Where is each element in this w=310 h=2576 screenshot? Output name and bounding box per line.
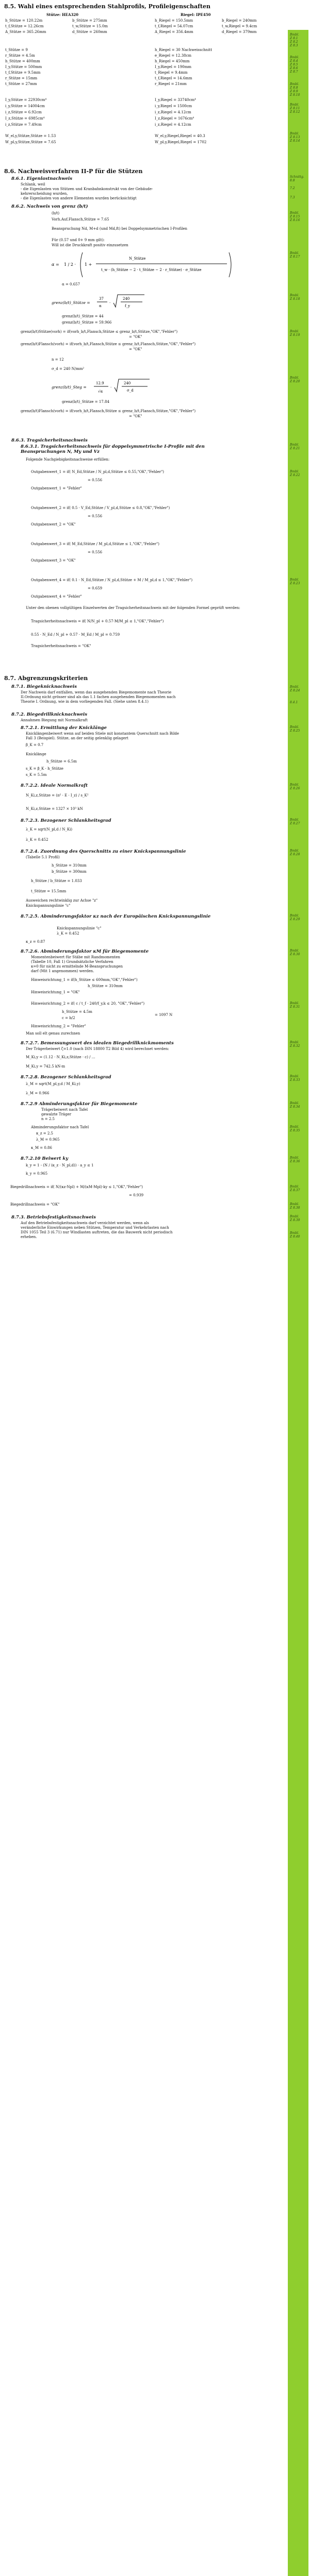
margin-ref: Bmbl. Z 8.38: [290, 1202, 300, 1210]
outgabenwert-1-value: = 0.556: [88, 478, 103, 482]
subsection-8-7-2-2: 8.7.2.2. Ideale Normalkraft: [21, 783, 88, 788]
riegel-prop-line: h_Riegel = 450mm: [155, 59, 190, 63]
stuetze-inertia: [5, 97, 46, 128]
outgabenwert-4-formula: Outgabenwert_4 = if( 0.1 · N_Ed,Stütze / N_pl,d,Stütze + M / M_pl,d ≤ 1,"OK","Fehler"): [31, 578, 193, 582]
text-line: DIN 1055 Teil 3 (6.71) nur Windlasten auftreten, die das Bauwerk nicht periodisch: [21, 1230, 173, 1234]
margin-ref: Bmbl. Z 8.35: [290, 1125, 300, 1132]
text-line: Auf den Betriebsfestigkeitsnachweis darf verzichtet werden, wenn als: [21, 1221, 149, 1225]
subsection-8-7-2-9: 8.7.2.9 Abminderungsfaktor für Biegemomente: [21, 1101, 138, 1107]
svg-text:α =: α =: [52, 262, 59, 267]
margin-ref: Bmbl. Z 8.25: [290, 725, 300, 733]
outgabenwert-3-result: Outgabenwert_3 = "OK": [31, 558, 76, 563]
margin-ref: Bmbl. Z 8.17: [290, 251, 300, 259]
stuetze-inertia-line: i_z,Stütze = 7.49cm: [5, 123, 42, 127]
sigma-value: σ_d = 240 N/mm²: [52, 367, 85, 371]
biegedrillnachweis-result: Biegedrillnachweis = "OK": [10, 1202, 60, 1207]
km-kz: κ_z = 2.5: [36, 1131, 54, 1136]
subsection-8-7-2-8: 8.7.2.8. Bezogener Schlankheitsgrad: [21, 1075, 111, 1080]
margin-ref: Bmbl. Z 8.27: [290, 818, 300, 825]
alpha-value: α = 0.657: [62, 282, 80, 286]
stuetze-inertia-line: i_y,Stütze = 14004cm: [5, 104, 45, 108]
eigenlast-text: [21, 182, 153, 201]
traegerbeiwert-text: Der Trägerbeiwert ζ=1.0 (nach DIN 18800 T2 Bild 4) wird berechnet werden:: [26, 1047, 169, 1051]
knicklaenge-text: [26, 732, 179, 741]
grenz-check-3-result: = "OK": [129, 414, 142, 418]
subsection-8-7-2: 8.7.2. Biegedrillknicknachweis: [11, 712, 88, 717]
stuetze-prop-line: I_y,Stütze = 500mm: [5, 65, 42, 69]
text-line: II.Ordnung nicht grösser sind als das 1.1 fachen ausgehenden Biegemomenten nach: [21, 695, 176, 699]
margin-ref: Bmbl. Z 8.11 Z 8.12: [290, 103, 300, 114]
knicklaenge-h: h_Stütze = 6.5m: [46, 759, 77, 764]
outgabenwert-1-result: Outgabenwert_1 = "Fehler": [31, 486, 82, 490]
grenz-check-2-result: = "OK": [129, 347, 142, 351]
text-line: Fall 3 (Beispiel). Stütze, an der seitig gelenklig gelagert: [26, 736, 128, 740]
stuetze-prop-line: r_Stütze = 4.5m: [5, 54, 35, 58]
riegel-prop-line: h_Riegel = 30 Nachweisschnitt: [155, 48, 213, 52]
text-line: Momentenbeiwert für Stäbe mit Randmomenten: [31, 955, 120, 959]
subsection-8-7-2-3: 8.7.2.3. Bezogener Schlankheitsgrad: [21, 818, 111, 823]
section-8-5-title: 8.5. Wahl eines entsprechenden Stahlprofils, Profileigenschaften: [4, 3, 210, 10]
outgabenwert-3-formula: Outgabenwert_3 = if( M_Ed,Stütze / M_pl,d,Stütze ≤ 1,"OK","Fehler"): [31, 542, 159, 546]
knicklaenge-sk-value: s_K = 5.5m: [26, 773, 47, 777]
text-line: gewalzte Träger: [41, 1112, 72, 1116]
riegel-prop-line: t_Riegel = 9.4mm: [155, 71, 188, 75]
subsection-8-7-2-7: 8.7.2.7. Bemessungswert des idealen Biegedrillknickmoments: [21, 1041, 174, 1046]
riegel-inertia-line: i_z,Riegel = 4.12cm: [155, 123, 191, 127]
lambda-k-formula: λ_K = sqrt(N_pl,d / N_Ki): [26, 827, 73, 832]
subsection-8-6-1: 8.6.1. Eigenlastnachweis: [11, 176, 73, 181]
prop-a-stuetze: A_Stütze = 365.26mm: [5, 30, 46, 34]
hinweisrichtung-2-result: Hinweisrichtung_2 = "Fehler": [31, 1024, 86, 1028]
hinweisrichtung-2-h: h_Stütze = 4.5m: [62, 1010, 92, 1014]
subsection-8-6-2: 8.6.2. Nachweis von grenz (b/t): [11, 204, 88, 209]
n-value: n = 12: [52, 358, 64, 362]
text-line: kehrerscheidung wurden,: [21, 192, 68, 196]
text-line: Der Nachweis darf entfallen, wenn das ausgehenden Biegemomente nach Theorie: [21, 690, 172, 694]
margin-ref: Bmbl. Z 8.24: [290, 685, 300, 692]
text-line: n = 2.5: [41, 1117, 55, 1121]
grenz-bt-value-1: grenz(b/t)_Stütze = 44: [62, 314, 104, 318]
text-line: κ=0 für nicht zu ermittelnde M-Beanspruchungen: [31, 964, 123, 969]
biegedrillnachweis-value: = 0.939: [129, 1193, 144, 1197]
outgabenwert-1-formula: Outgabenwert_1 = if( N_Ed,Stütze / N_pl,d,Stütze ≤ 0.55,"OK","Fehler"): [31, 470, 165, 474]
tragsicherheitsnachweis-formula: Tragsicherheitsnachweis = if( N/N_pl + 0.57·M/M_pl ≤ 1,"OK","Fehler"): [31, 619, 164, 623]
lambda-m-value: λ_M = 0.966: [26, 1091, 50, 1095]
column-head-riegel: Riegel: IPE450: [181, 12, 211, 17]
riegel-inertia-line: I_z,Riegel = 1676cm⁴: [155, 116, 194, 121]
grenz-bt-value-3: grenz(b/t)_Stütze = 17.84: [62, 400, 109, 404]
subsection-8-7-2-6: 8.7.2.6. Abminderungsfaktor κM für Biegemomente: [21, 949, 149, 954]
svg-text:grenz(b/t)_Steg =: grenz(b/t)_Steg =: [52, 385, 87, 389]
svg-text:37: 37: [99, 297, 104, 301]
subsection-8-6-3-1: 8.6.3.1. Tragsicherheitsnachweis für doppelsymmetrische I-Profile mit den Beanspruchungen N, My und Vz: [21, 444, 205, 454]
outgabenwert-2-result: Outgabenwert_2 = "OK": [31, 522, 76, 527]
margin-ref: Bmbl. Z 8.20: [290, 376, 300, 383]
svg-text:1 +: 1 +: [85, 262, 92, 267]
kz-value: κ_z = 0.87: [26, 940, 45, 944]
stuetze-props: [5, 47, 42, 87]
margin-ref: Bmbl. Z 8.33: [290, 1075, 300, 1082]
subsection-8-7-2-1: 8.7.2.1. Ermittlung der Knicklänge: [21, 725, 107, 731]
svg-text:1 / 2 ·: 1 / 2 ·: [64, 262, 76, 267]
prop-h-riegel: h_Riegel = 150.5mm: [155, 19, 193, 23]
text-line: darf (Mit 1 angenommen) werden.: [31, 969, 94, 973]
svg-text:t_w · (h_Stütze − 2 · t_Stütze: t_w · (h_Stütze − 2 · t_Stütze − 2 · r_Stütze) · σ_Stütze: [101, 268, 202, 272]
text-line: - die Eigenlasten von andere Elementen wurden berücksichtigt: [21, 196, 137, 200]
riegel-inertia: [155, 97, 196, 128]
prop-b-riegel: b_Riegel = 240mm: [222, 19, 257, 23]
prop-tw-stuetze: t_w,Stütze = 15.0m: [72, 24, 108, 28]
querschnitt-ratio: h_Stütze / b_Stütze = 1.033: [31, 879, 82, 883]
margin-ref: Bmbl. Z 8.22: [290, 470, 300, 477]
subsection-8-7-3: 8.7.3. Betriebsfestigkeitsnachweis: [11, 1215, 96, 1220]
knicklaenge-sk-formula: s_K = β_K · h_Stütze: [26, 767, 63, 771]
outgabenwert-4-value: = 0.659: [88, 586, 103, 590]
stuetze-w-line: W_el,y,Stütze,Stütze = 1.53: [5, 134, 56, 138]
stuetze-prop-line: t_Stütze = 27mm: [5, 82, 37, 86]
stuetze-section-modulus: [5, 133, 56, 145]
lambda-k-value: λ_K = 0.452: [26, 838, 48, 842]
margin-ref: Bmbl. Z 8.36: [290, 1156, 300, 1163]
subsection-8-7-2-10: 8.7.2.10 Beiwert ky: [21, 1156, 69, 1161]
biegeknick-text: [21, 690, 175, 704]
biegedrill-annahme: Annahmen Biegung mit Normalkraft: [21, 718, 88, 722]
margin-ref: Bmbl. Z 8.28: [290, 849, 300, 856]
tragsicherheitsnachweis-result: Tragsicherheitsnachweis = "OK": [31, 644, 91, 648]
kz-linie: Knickspannungslinie "c": [57, 926, 102, 930]
margin-ref: Bmbl. Z 8.37: [290, 1185, 300, 1192]
section-8-6-title: 8.6. Nachweisverfahren II-P für die Stützen: [4, 168, 143, 175]
lambda-m-formula: λ_M = sqrt(M_pl,y,d / M_Ki,y): [26, 1082, 80, 1086]
margin-ref: Bmbl. Z 8.21: [290, 443, 300, 450]
querschnitt-t: t_Stütze = 15.5mm: [31, 889, 67, 893]
grenz-bt-value-2: grenz(b/t)_Stütze = 59.966: [62, 320, 112, 325]
margin-ref: Bmbl. Z 8.26: [290, 783, 300, 790]
nki-formula: N_Ki,z,Stütze = (π² · E · I_z) / s_K²: [26, 793, 89, 798]
hinweisrichtung-1-formula: Hinweisrichtung_1 = if(h_Stütze ≤ 600mm,"OK","Fehler"): [31, 978, 138, 982]
svg-text:√α: √α: [98, 389, 103, 394]
nki-value: N_Ki,z,Stütze = 1327 × 10³ kN: [26, 807, 83, 811]
outgabenwert-2-value: = 0.556: [88, 514, 103, 518]
margin-ref: Bmbl. Z 8.15 Z 8.16: [290, 211, 300, 222]
reference-margin-bar: [288, 30, 308, 2576]
outgabenwert-3-value: = 0.556: [88, 550, 103, 554]
svg-text:α: α: [99, 304, 102, 308]
ky-formula: k_y = 1 - (N / (κ_z · N_pl,d)) · a_y ≤ 1: [26, 1163, 94, 1167]
text-line: (Tabelle 10, Fall 1) Grundsätzliche Verfahren: [31, 960, 113, 964]
hinweisrichtung-1-result: Hinweisrichtung_1 = "OK": [31, 990, 80, 994]
text-line: veränderliche Einwirkungen neben Stützen, Temperatur und Verkehrlasten nach: [21, 1226, 169, 1230]
prop-tf-stuetze: t_f,Stütze = 12.26cm: [5, 24, 44, 28]
text-line: Theorie I. Ordnung, wie in dem vorliegenden Fall. (Siehe unten 8.4.1): [21, 700, 149, 704]
margin-ref: Bmbl. Z 8.40: [290, 1231, 300, 1239]
margin-ref: 7.2: [290, 187, 295, 190]
stuetze-prop-line: t_f,Stütze = 9.5mm: [5, 71, 41, 75]
riegel-w-line: W_el,y,Riegel,Riegel = 40.3: [155, 134, 205, 138]
hinweisrichtung-1-value: h_Stütze = 310mm: [88, 984, 123, 988]
prop-b-stuetze: b_Stütze = 275mm: [72, 19, 107, 23]
prop-tf-riegel: t_f,Riegel = 54.07cm: [155, 24, 193, 28]
hinweisrichtung-2-formula: Hinweisrichtung_2 = if( c / t_f · 240/f_y,k ≤ 20, "OK","Fehler"): [31, 1002, 145, 1006]
svg-text:240: 240: [124, 381, 131, 385]
text-line: - die Eigenlasten von Stützen und Kranbahnkonstrukt von der Gebäude-: [21, 187, 153, 191]
kz-lambda: λ_K = 0.452: [57, 931, 79, 936]
alpha-formula-graphic: [52, 249, 237, 280]
subsection-8-6-3: 8.6.3. Tragsicherheitsnachweis: [11, 438, 88, 443]
prop-d-riegel: d_Riegel = 379mm: [222, 30, 257, 34]
biegedrillnachweis-formula: Biegedrillnachweis = if( N/(κz·Npl) + M/(κM·Mpl)·ky ≤ 1,"OK","Fehler"): [10, 1185, 143, 1189]
margin-ref: Bmbl. Z 8.19: [290, 330, 300, 337]
text-line: Schlank, weil: [21, 182, 45, 187]
svg-text:f_y: f_y: [125, 304, 130, 308]
svg-text:240: 240: [123, 297, 130, 301]
prop-d-stuetze: d_Stütze = 260mm: [72, 30, 107, 34]
riegel-inertia-line: i_y,Riegel = 1500cm: [155, 104, 192, 108]
stuetze-prop-line: t_Stütze = 9: [5, 48, 28, 52]
hinweisrichtung-2-value: = 1097 N: [155, 1013, 173, 1017]
formula-beanspruchung: Beanspruchung Nd, M+d (und Md,ft) bei Doppelsymmetrischen I-Profilen: [52, 227, 188, 231]
mki-value: M_Ki,y = 742.5 kN·m: [26, 1064, 66, 1069]
formula-bt-vorh: Vorh.Auf.Flansch,Stütze = 7.65: [52, 217, 109, 222]
margin-ref: Bmbl. Z 8.34: [290, 1101, 300, 1109]
outgabenwert-4-result: Outgabenwert_4 = "Fehler": [31, 595, 82, 599]
formula-bt-label: (b/t): [52, 211, 60, 215]
riegel-prop-line: t_f,Riegel = 14.6mm: [155, 76, 192, 80]
subsection-8-7-1: 8.7.1. Biegeknicknachweis: [11, 684, 77, 689]
betriebsfestigkeit-text: [21, 1221, 172, 1240]
km-value: κ_M = 0.86: [31, 1146, 52, 1150]
svg-text:·: ·: [109, 301, 111, 305]
knicklaenge-label: Knicklänge: [26, 752, 46, 756]
querschnitt-h: h_Stütze = 310mm: [52, 863, 87, 868]
margin-ref: Bmbl. Z 8.29: [290, 914, 300, 921]
prop-h-stuetze: h_Stütze = 120.22m: [5, 19, 43, 23]
stuetze-prop-line: r_Stütze = 15mm: [5, 76, 38, 80]
text-line: Knicklängenbeiwert wenn auf beiden Stiele mit konstantem Querschnitt nach Bilde: [26, 732, 179, 736]
prop-tw-riegel: t_w,Riegel = 9.4cm: [222, 24, 257, 28]
margin-ref: Bmbl. Z 8.1 Z 8.2 Z 8.3: [290, 33, 299, 47]
text-line: erheben.: [21, 1235, 37, 1239]
subsection-8-7-2-4: 8.7.2.4. Zuordnung des Querschnitts zu einer Knickspannungslinie: [21, 849, 186, 854]
margin-ref: Bmbl. Z 8.32: [290, 1041, 300, 1048]
grenz-check-1-result: = "OK": [129, 335, 142, 339]
riegel-prop-line: r_Riegel = 21mm: [155, 82, 187, 86]
margin-ref: Bmbl. Z 8.18: [290, 294, 300, 301]
mki-formula: M_Ki,y = (1.12 · N_Ki,z,Stütze · c) / ...: [26, 1055, 95, 1059]
margin-ref: Bmbl. Z 8.39: [290, 1215, 300, 1222]
stuetze-inertia-line: i_z,Stütze = 6.92cm: [5, 110, 42, 114]
km-lambda: λ_M = 0.965: [36, 1138, 60, 1142]
riegel-props: [155, 47, 212, 87]
margin-ref: Bmbl. Z 8.30: [290, 949, 300, 956]
tragsicherheitsnachweis-value: 0.55 · N_Ed / N_pl + 0.57 · M_Ed / M_pl = 0.759: [31, 633, 120, 637]
stuetze-inertia-line: I_y,Stütze = 22930cm⁴: [5, 98, 47, 102]
section-8-7-title: 8.7. Abgrenzungskriterien: [4, 675, 88, 682]
formula-condition: Für (0.57 und 0+ 9 mm gilt):: [52, 238, 105, 242]
svg-text:grenz(b/t)_Stütze =: grenz(b/t)_Stütze =: [52, 300, 90, 305]
margin-ref: Bmbl. Z 8.8 Z 8.9 Z 8.10: [290, 82, 300, 97]
riegel-prop-line: e_Riegel = 12.38cm: [155, 54, 192, 58]
traegerbeiwert-list: [41, 1108, 88, 1122]
riegel-section-modulus: [155, 133, 206, 145]
grenz-check-3: grenz(b/t)Flansch(vorh) = if(vorh_b/t,Flansch,Stütze ≤ grenz_b/t,Flansch,Stütze,"OK","Fehler"): [21, 409, 196, 413]
svg-text:12.9: 12.9: [96, 381, 104, 385]
tragsicherheit-note: Unter den obenen vollgültigen Einzelwerten der Tragsicherheitsnachweis mit der folgenden Formel geprüft werden:: [26, 606, 240, 610]
margin-ref: Bmbl. Z 8.31: [290, 1002, 300, 1009]
km-label: Abminderungsfaktor nach Tafel: [31, 1125, 89, 1129]
margin-ref: Bmbl. Z 8.23: [290, 578, 300, 585]
formula-druckkraft: Will ist die Druckkraft positiv einzusetzen: [52, 243, 128, 247]
riegel-prop-line: I_y,Riegel = 190mm: [155, 65, 191, 69]
knickspannungslinie-text: Knickspannungslinie "c": [26, 904, 71, 908]
text-line: Trägerbeiwert nach Tafel: [41, 1108, 88, 1112]
stuetze-w-line: W_pl,y,Stütze,Stütze = 7.65: [5, 140, 56, 144]
svg-text:·: ·: [110, 385, 112, 389]
grenz-bt-steg-formula-graphic: [52, 376, 186, 399]
genau-rechnen-note: Man soll elt genau zurechnen: [26, 1031, 80, 1036]
grenz-bt-formula-graphic: [52, 292, 165, 314]
riegel-inertia-line: i_z,Riegel = 4.12cm: [155, 110, 191, 114]
svg-text:N_Stütze: N_Stütze: [129, 257, 146, 261]
prop-a-riegel: A_Riegel = 356.4mm: [155, 30, 193, 34]
riegel-inertia-line: I_y,Riegel = 33740cm⁴: [155, 98, 196, 102]
column-head-stuetze: Stütze: HEA320: [46, 12, 79, 17]
grenz-check-1: grenz(b/t)Stütze(vorh) = if(vorh_b/t,Flansch,Stütze ≤ grenz_b/t,Stütze,"OK","Fehler"): [21, 330, 178, 334]
ky-value: k_y = 0.965: [26, 1172, 48, 1176]
subsection-8-7-2-5: 8.7.2.5. Abminderungsfaktor κz nach der Europäischen Knickspannungslinie: [21, 914, 211, 919]
margin-ref: Bmbl. Z 8.4 Z 8.5 Z 8.6 Z 8.7: [290, 56, 299, 74]
svg-text:σ_d: σ_d: [127, 388, 134, 393]
ausweichen-text: Ausweichen rechtwinklig zur Achse "z": [26, 899, 98, 903]
stuetze-prop-line: h_Stütze = 400mm: [5, 59, 40, 63]
margin-ref: Bmbl. Z 8.13 Z 8.14: [290, 132, 300, 143]
momentenbeiwert-text: [31, 955, 123, 974]
margin-ref: 8.4.1: [290, 701, 298, 704]
riegel-w-line: W_pl,y,Riegel,Riegel = 1702: [155, 140, 207, 144]
outgabenwert-2-formula: Outgabenwert_2 = if( 0.5 · V_Ed,Stütze / V_pl,d,Stütze ≤ 0.8,"OK","Fehler"): [31, 506, 170, 510]
stuetze-inertia-line: I_z,Stütze = 6985cm⁴: [5, 116, 45, 121]
querschnitt-b: b_Stütze = 300mm: [52, 870, 87, 874]
tragsicherheit-intro: Folgende Nachgiebigkeitsnachweise erfüllen:: [26, 457, 110, 462]
hinweisrichtung-2-c: c = b/2: [62, 1016, 75, 1020]
margin-ref: 7.3: [290, 196, 295, 199]
grenz-check-2: grenz(b/t)Flansch(vorh) = if(vorh_b/t,Flansch,Stütze ≤ grenz_b/t,Flansch,Stütze,"OK","Fehler"): [21, 342, 196, 346]
beta-k: β_K = 0.7: [26, 743, 44, 747]
tabelle-ref: (Tabelle 5.1 Profil): [26, 855, 60, 859]
margin-ref: Schnittg. 8.8: [290, 175, 304, 182]
